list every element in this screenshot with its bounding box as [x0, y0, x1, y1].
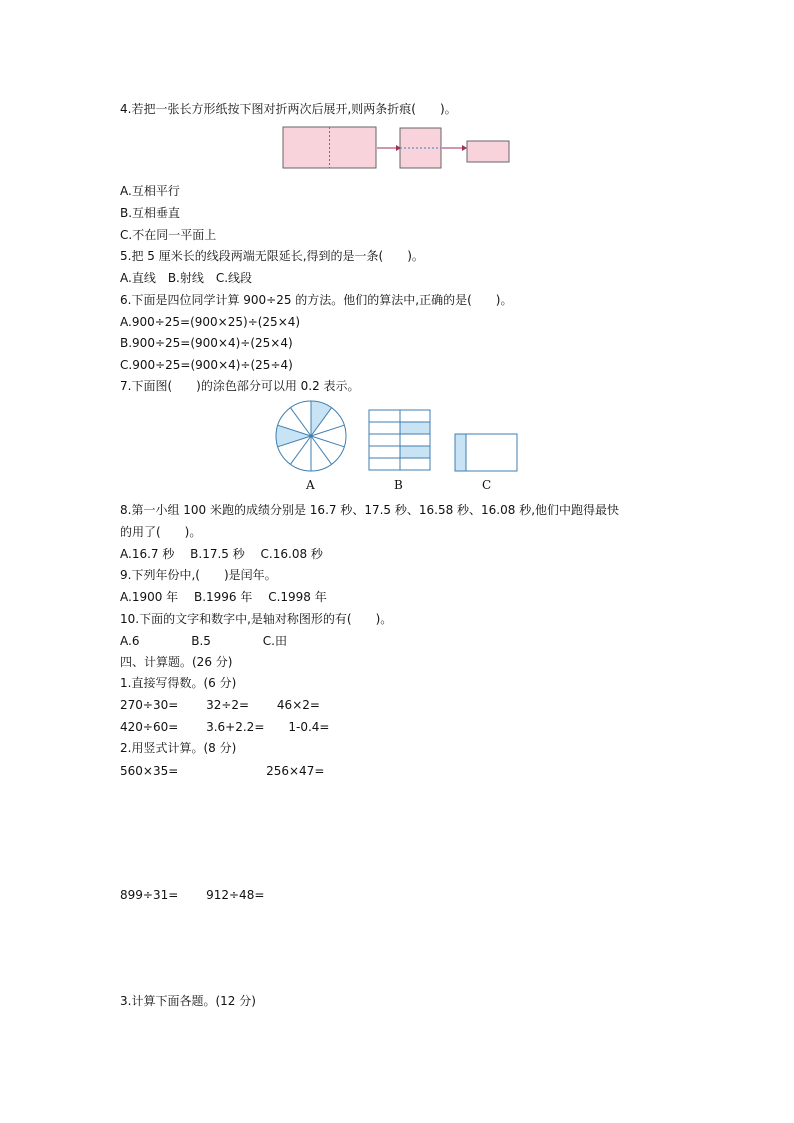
part-1-title: 1.直接写得数。(6 分)	[120, 676, 237, 690]
q6-option-c: C.900÷25=(900×4)÷(25÷4)	[120, 358, 293, 372]
figure-c-label: C	[482, 478, 492, 492]
fold-diagram	[280, 124, 516, 174]
q4-option-a: A.互相平行	[120, 184, 180, 198]
shaded-cell-2	[400, 446, 430, 458]
q6-text: 6.下面是四位同学计算 900÷25 的方法。他们的算法中,正确的是( )。	[120, 293, 513, 307]
q6-option-a: A.900÷25=(900×25)÷(25×4)	[120, 315, 301, 329]
paper-folded-twice	[467, 141, 509, 162]
q10-text: 10.下面的文字和数字中,是轴对称图形的有( )。	[120, 612, 393, 626]
q5-text: 5.把 5 厘米长的线段两端无限延长,得到的是一条( )。	[120, 249, 424, 263]
part-3-title: 3.计算下面各题。(12 分)	[120, 994, 256, 1008]
figure-a-circle	[276, 401, 346, 471]
part-2-row-1: 560×35= 256×47=	[120, 764, 325, 778]
part-1-row-2: 420÷60= 3.6+2.2= 1-0.4=	[120, 720, 330, 734]
figure-b-grid	[369, 410, 430, 470]
part-2-title: 2.用竖式计算。(8 分)	[120, 741, 237, 755]
shaded-strip	[455, 434, 466, 471]
q4-option-b: B.互相垂直	[120, 206, 181, 220]
figure-b-label: B	[394, 478, 403, 492]
q10-options: A.6 B.5 C.田	[120, 634, 287, 648]
q7-text: 7.下面图( )的涂色部分可以用 0.2 表示。	[120, 379, 360, 393]
q6-option-b: B.900÷25=(900×4)÷(25×4)	[120, 336, 293, 350]
figure-a-label: A	[306, 478, 315, 492]
q9-text: 9.下列年份中,( )是闰年。	[120, 568, 277, 582]
q8-text-line1: 8.第一小组 100 米跑的成绩分别是 16.7 秒、17.5 秒、16.58 秒、16.08 秒,他们中跑得最快	[120, 503, 620, 517]
q8-options: A.16.7 秒 B.17.5 秒 C.16.08 秒	[120, 547, 323, 561]
part-1-row-1: 270÷30= 32÷2= 46×2=	[120, 698, 320, 712]
arrow-2-head	[462, 145, 467, 151]
q5-options: A.直线 B.射线 C.线段	[120, 271, 253, 285]
q7-figures	[270, 398, 530, 478]
q9-options: A.1900 年 B.1996 年 C.1998 年	[120, 590, 327, 604]
q8-text-line2: 的用了( )。	[120, 525, 202, 539]
figure-c-rect	[455, 434, 517, 471]
part-2-row-2: 899÷31= 912÷48=	[120, 888, 265, 902]
section-4-title: 四、计算题。(26 分)	[120, 655, 233, 669]
shaded-cell-1	[400, 422, 430, 434]
q4-text: 4.若把一张长方形纸按下图对折两次后展开,则两条折痕( )。	[120, 102, 457, 116]
q4-option-c: C.不在同一平面上	[120, 228, 217, 242]
